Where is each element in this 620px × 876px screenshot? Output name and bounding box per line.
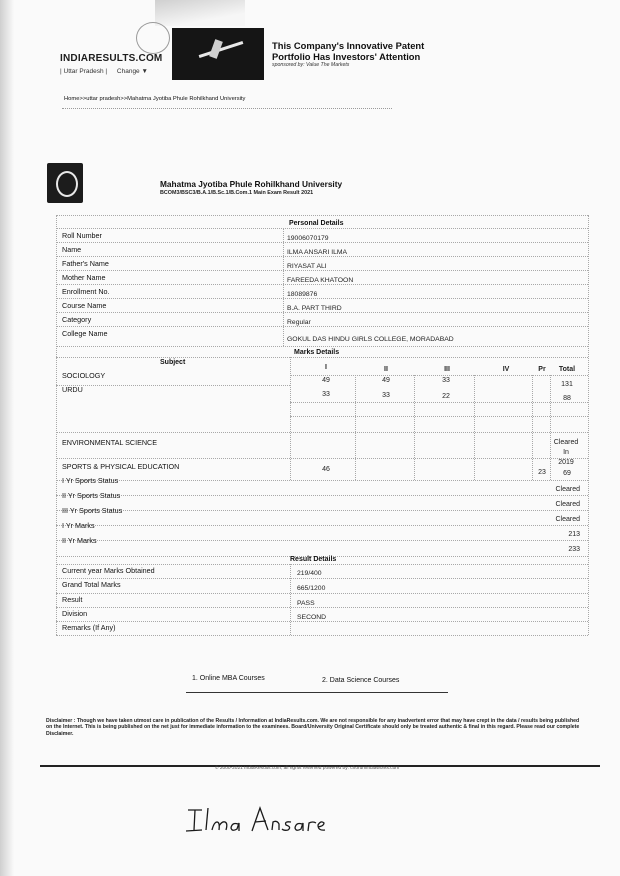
subject-urdu: URDU: [62, 385, 83, 394]
globe-icon: [136, 22, 170, 54]
environmental-science-status: [550, 438, 582, 468]
name-label: Name: [62, 245, 82, 254]
result-label: Result: [62, 595, 83, 604]
row-line: [56, 357, 588, 358]
urdu-mark-ii: 33: [382, 392, 390, 399]
remarks-label: Remarks (If Any): [62, 623, 116, 632]
column-header-ii: II: [384, 366, 388, 373]
row-line: [56, 298, 588, 299]
subject-environmental-science: ENVIRONMENTAL SCIENCE: [62, 438, 158, 447]
marks-column-divider: [532, 375, 533, 480]
row-line: [56, 346, 588, 347]
roll-number-value: 19006070179: [287, 235, 329, 242]
second-year-sports-status-label: II Yr Sports Status: [62, 491, 121, 500]
enrollment-label: Enrollment No.: [62, 287, 110, 296]
site-logo-text: INDIARESULTS.COM: [60, 53, 163, 64]
ad-headline-line2: Portfolio Has Investors' Attention: [272, 50, 421, 62]
third-year-sports-status-label: III Yr Sports Status: [62, 506, 123, 515]
university-name: Mahatma Jyotiba Phule Rohilkhand University: [160, 179, 343, 189]
course-name-label: Course Name: [62, 301, 107, 310]
row-line: [290, 375, 588, 376]
divider: [62, 108, 392, 109]
urdu-mark-i: 33: [322, 391, 330, 398]
handwritten-signature: [182, 800, 332, 840]
row-line: [56, 621, 588, 622]
first-year-sports-status-label: I Yr Sports Status: [62, 476, 119, 485]
column-header-iv: IV: [502, 366, 510, 373]
second-year-marks-label: II Yr Marks: [62, 536, 97, 545]
sports-practical: 23: [538, 469, 546, 476]
subject-sociology: SOCIOLOGY: [62, 371, 106, 380]
course-name-value: B.A. PART THIRD: [287, 305, 342, 312]
result-details-heading: Result Details: [290, 556, 337, 563]
online-mba-link[interactable]: 1. Online MBA Courses: [192, 675, 265, 682]
sociology-mark-iii: 33: [442, 377, 450, 384]
column-header-total: Total: [558, 366, 576, 373]
row-line: [56, 312, 588, 313]
mother-name-value: FAREEDA KHATOON: [287, 277, 354, 284]
emblem-icon: [56, 171, 78, 197]
ad-image[interactable]: [172, 28, 264, 80]
college-name-label: College Name: [62, 329, 108, 338]
row-line: [56, 510, 588, 511]
marks-details-heading: Marks Details: [294, 349, 340, 356]
current-year-marks-value: 219/400: [297, 570, 322, 577]
row-line: [290, 416, 588, 417]
division-label: Division: [62, 609, 88, 618]
copyright-text: © 2000-2021 IndiaResults.com, all rights reserved powered by: chorumindiaworks.com: [215, 766, 400, 771]
first-year-marks-label: I Yr Marks: [62, 521, 95, 530]
state-selector: [60, 68, 156, 75]
university-emblem: [47, 163, 83, 203]
row-line: [56, 458, 588, 459]
row-line: [290, 402, 588, 403]
mother-name-label: Mother Name: [62, 273, 106, 282]
row-line: [56, 540, 588, 541]
links-underline: [186, 692, 448, 693]
first-year-marks-value: 213: [568, 531, 580, 538]
row-line: [56, 480, 588, 481]
row-line: [56, 256, 588, 257]
sociology-mark-ii: 49: [382, 377, 390, 384]
page-fold: [155, 0, 245, 26]
marks-column-divider: [355, 375, 356, 480]
row-line: [56, 564, 588, 565]
subject-column-header: Subject: [160, 359, 186, 366]
urdu-mark-iii: 22: [442, 393, 450, 400]
third-year-sports-status-value: Cleared: [555, 516, 580, 523]
row-line: [56, 578, 588, 579]
row-line: [56, 495, 588, 496]
urdu-total: 88: [563, 395, 571, 402]
status-line-3: 2019: [558, 459, 574, 466]
second-year-marks-value: 233: [568, 546, 580, 553]
ad-headline-line1: This Company's Innovative Patent: [272, 40, 425, 51]
status-line-2: In: [563, 449, 569, 456]
ad-headline[interactable]: [272, 41, 472, 62]
personal-column-divider: [283, 228, 284, 346]
college-name-value: GOKUL DAS HINDU GIRLS COLLEGE, MORADABAD: [287, 336, 454, 343]
ad-sponsor: sponsored by: Value The Markets: [272, 62, 350, 68]
change-state-link[interactable]: Change ▼: [116, 68, 148, 75]
row-line: [56, 385, 290, 386]
breadcrumb[interactable]: Home>>uttar pradesh>>Mahatma Jyotiba Phule Rohilkhand University: [64, 96, 246, 102]
row-line: [56, 228, 588, 229]
father-name-value: RIYASAT ALI: [287, 263, 327, 270]
row-line: [56, 326, 588, 327]
sociology-mark-i: 49: [322, 377, 330, 384]
row-line: [56, 593, 588, 594]
exam-title: BCOM3/BSC3/B.A.1/B.Sc.1/B.Com.1 Main Exam Result 2021: [160, 190, 314, 196]
sports-total: 69: [563, 470, 571, 477]
category-value: Regular: [287, 319, 311, 326]
state-name: | Uttar Pradesh |: [60, 68, 108, 75]
table-bottom-border: [56, 635, 588, 636]
row-line: [56, 432, 588, 433]
result-value: PASS: [297, 600, 315, 607]
grand-total-value: 665/1200: [297, 585, 326, 592]
subject-sports-physical-education: SPORTS & PHYSICAL EDUCATION: [62, 462, 180, 471]
second-year-sports-status-value: Cleared: [555, 501, 580, 508]
column-header-iii: III: [444, 366, 450, 373]
sociology-total: 131: [561, 381, 573, 388]
data-science-link[interactable]: 2. Data Science Courses: [322, 677, 400, 684]
grand-total-label: Grand Total Marks: [62, 580, 121, 589]
category-label: Category: [62, 315, 92, 324]
column-header-pr: Pr: [538, 366, 546, 373]
status-line-1: Cleared: [553, 439, 579, 446]
name-value: ILMA ANSARI ILMA: [287, 249, 348, 256]
personal-details-heading: Personal Details: [289, 220, 344, 227]
roll-number-label: Roll Number: [62, 231, 102, 240]
column-header-i: I: [325, 364, 327, 371]
site-logo[interactable]: [58, 22, 168, 82]
marks-column-divider: [290, 357, 291, 480]
table-border-left: [56, 215, 57, 635]
table-top-border: [56, 215, 588, 216]
marks-column-divider: [414, 375, 415, 480]
row-line: [56, 270, 588, 271]
father-name-label: Father's Name: [62, 259, 109, 268]
marks-column-divider: [474, 375, 475, 480]
row-line: [56, 242, 588, 243]
division-value: SECOND: [297, 614, 327, 621]
scan-shadow: [0, 0, 14, 876]
enrollment-value: 18089876: [287, 291, 318, 298]
row-line: [56, 607, 588, 608]
sports-mark-i: 46: [322, 466, 330, 473]
row-line: [56, 284, 588, 285]
current-year-marks-label: Current year Marks Obtained: [62, 566, 155, 575]
result-column-divider: [290, 564, 291, 635]
table-border-right: [588, 215, 589, 635]
row-line: [56, 525, 588, 526]
disclaimer-text: Disclaimer : Though we have taken utmost care in publication of the Results / Information at IndiaResults.com. We are not responsible for any inadvertent error that may have crept in the data / results being published on the Internet. This is being published on the net just for immediate information to the examinees. Board/University Original Certificate should only be treated authentic & final in this regard. Please read our complete Disclaimer.: [46, 718, 580, 737]
first-year-sports-status-value: Cleared: [555, 486, 580, 493]
